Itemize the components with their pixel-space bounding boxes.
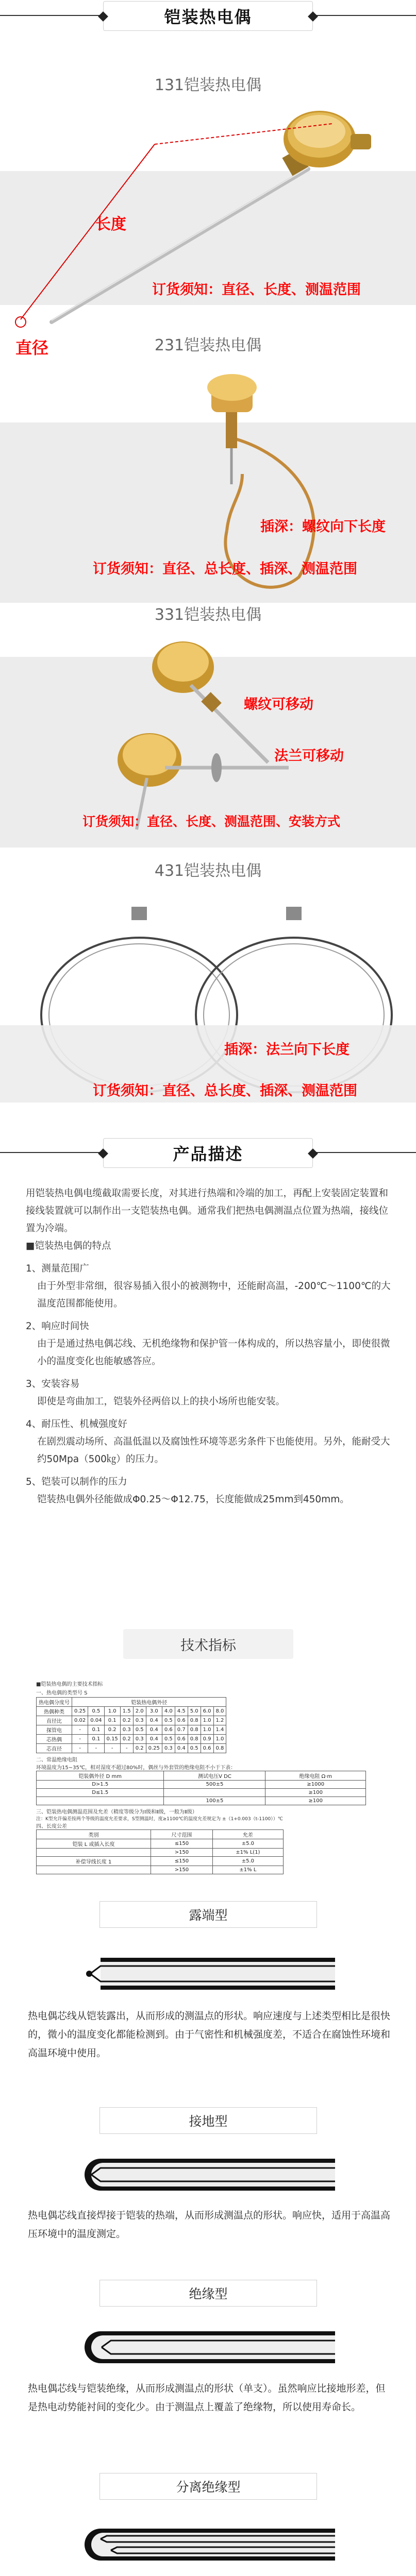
exposed-junction-diagram [80, 1953, 335, 1995]
table-cell: 1.2 [213, 1716, 226, 1725]
table-cell [37, 1849, 151, 1857]
table-cell: 0.4 [146, 1716, 162, 1725]
tech-spec-heading: 技术指标 [123, 1629, 293, 1659]
table-row [37, 1716, 226, 1725]
section-title-text: 铠装热电偶 [164, 7, 252, 27]
table-cell: 铠装 L 或插入长度 [37, 1839, 151, 1849]
table-row [37, 1789, 366, 1797]
label-diameter: 直径 [15, 338, 49, 358]
table-cell: 500±5 [164, 1781, 265, 1789]
table-cell: ≥1000 [265, 1781, 366, 1789]
table2-caption: 二、常温绝缘电阻 [36, 1757, 77, 1763]
type-desc-grounded: 热电偶芯线直接焊接于铠装的热端，从而形成测温点的形状。响应快，适用于高温高压环境中的温度测定。 [28, 2210, 391, 2240]
table-cell: 3.0 [146, 1707, 162, 1716]
label-thread-movable: 螺纹可移动 [244, 697, 313, 713]
type-heading-insulated: 绝缘型 [99, 2280, 317, 2307]
grounded-junction-diagram [80, 2154, 335, 2196]
table-row [37, 1830, 284, 1839]
table-cell: 0.8 [188, 1725, 201, 1735]
table-cell: 0.2 [133, 1744, 146, 1753]
section-title-armored-thermocouple [103, 1, 313, 31]
section-title-product-description [103, 1138, 313, 1168]
table-cell: 补偿导线长度 1 [37, 1857, 151, 1866]
table-cell: 6.0 [201, 1707, 213, 1716]
label-length: 长度 [95, 215, 126, 233]
insert-depth-note-431: 插深：法兰向下长度 [224, 1042, 350, 1058]
desc-paragraph: 由于外型非常细，很容易插入很小的被测物中，还能耐高温，-200℃～1100℃的大温度范围都能使用。 [37, 1281, 391, 1309]
table-cell: 8.0 [213, 1707, 226, 1716]
table-row [37, 1771, 366, 1781]
table-cell: 0.8 [188, 1716, 201, 1725]
type-desc-insulated: 热电偶芯线与铠装绝缘，从而形成测温点的形状（单支）。虽然响应比接地形差，但是热电动势能衬间的变化少。由于测温点上覆盖了绝缘物，所以使用寿命长。 [28, 2383, 386, 2413]
table-cell: 0.6 [162, 1725, 175, 1735]
table3-caption: 三、铠装热电偶测温范围及允差（精度等级分为Ⅰ级和Ⅱ级，一般为Ⅱ级） [36, 1809, 197, 1815]
table3 [36, 1829, 284, 1874]
table-cell: ≥100 [265, 1797, 366, 1805]
table-cell: 0.3 [133, 1716, 146, 1725]
table-cell: 0.3 [133, 1735, 146, 1744]
order-note-331: 订货须知：直径、长度、测温范围、安装方式 [82, 814, 341, 829]
table-row [37, 1744, 226, 1753]
table-cell: 1.5 [120, 1707, 133, 1716]
desc-paragraph: 即使是弯曲加工，铠装外径两倍以上的抉小场所也能安装。 [37, 1396, 286, 1407]
table-cell: 0.6 [175, 1716, 188, 1725]
table-cell: ±1% L(1) [212, 1849, 283, 1857]
type-heading-grounded: 接地型 [99, 2107, 317, 2134]
table-row [37, 1707, 226, 1716]
table-cell: 0.5 [188, 1744, 201, 1753]
table-cell: 1.0 [104, 1707, 120, 1716]
table-row [37, 1735, 226, 1744]
model-label-131: 131铠装热电偶 [154, 76, 262, 94]
table-cell: 0.6 [201, 1744, 213, 1753]
table-cell: 0.2 [120, 1716, 133, 1725]
table-cell: 绝缘电阻 Ω·m [265, 1771, 366, 1781]
table1-header: 热电偶分度号 [37, 1698, 72, 1707]
table-cell: 1.0 [213, 1735, 226, 1744]
model-label-431: 431铠装热电偶 [154, 862, 262, 880]
table-cell: 0.25 [72, 1707, 88, 1716]
insulated-junction-diagram [80, 2326, 335, 2368]
model-label-331: 331铠装热电偶 [154, 606, 262, 624]
desc-paragraph: 铠装热电偶外径能做成Φ0.25～Φ12.75，长度能做成25mm到450mm。 [37, 1494, 350, 1505]
desc-paragraph: 3、安装容易 [26, 1379, 80, 1389]
table-row [37, 1797, 366, 1805]
table-cell: - [72, 1744, 88, 1753]
table-row [37, 1866, 284, 1874]
table3-subcaption: 四、长度公差 [36, 1824, 67, 1829]
table-cell: 4.5 [175, 1707, 188, 1716]
table1-caption: ■铠装热电偶的主要技术指标 [36, 1682, 103, 1687]
table-cell: 0.1 [88, 1725, 104, 1735]
desc-paragraph: ■铠装热电偶的特点 [26, 1241, 111, 1251]
desc-paragraph: 1、测量范围广 [26, 1263, 89, 1274]
desc-paragraph: 4、耐压性、机械强度好 [26, 1419, 127, 1430]
table-cell [37, 1866, 151, 1874]
table-cell: 尺寸范围 [151, 1830, 213, 1839]
table-cell: >150 [151, 1849, 213, 1857]
table-cell: 4.0 [162, 1707, 175, 1716]
table-cell: - [120, 1744, 133, 1753]
table-cell: 0.9 [201, 1735, 213, 1744]
table-cell: ≥100 [265, 1789, 366, 1797]
table-cell: 0.6 [175, 1735, 188, 1744]
table-cell: 0.2 [120, 1735, 133, 1744]
table2-note: 环境温度为15~35℃，相对湿度不超过80%时，偶丝与外套管的绝缘电阻不小于下表： [36, 1765, 236, 1771]
table-cell: 5.0 [188, 1707, 201, 1716]
order-note-431: 订货须知：直径、总长度、插深、测温范围 [93, 1083, 357, 1099]
type-desc-exposed: 热电偶芯线从铠装露出，从而形成的测温点的形状。响应速度与上述类型相比是很快的，微小的温度变化都能检测到。由于气密性和机械强度差，不适合在腐蚀性环境和高温环境中使用。 [28, 2010, 391, 2059]
table-cell: 测试电压V DC [164, 1771, 265, 1781]
type-heading-exposed: 露端型 [99, 1901, 317, 1928]
table-cell: 0.4 [146, 1725, 162, 1735]
table-cell: 0.02 [72, 1716, 88, 1725]
type-heading-separated-insulated: 分离绝缘型 [99, 2473, 317, 2500]
table-cell: 探管电 [37, 1725, 72, 1735]
table-cell [164, 1789, 265, 1797]
desc-paragraph: 用铠装热电偶电缆截取需要长度，对其进行热端和冷端的加工，再配上安装固定装置和接线装置就可以制作出一支铠装热电偶。通常我们把热电偶测温点位置为热端，接线位置为冷端。 [26, 1188, 389, 1234]
table-cell: >150 [151, 1866, 213, 1874]
table-cell: 铠装偶外径 D mm [37, 1771, 164, 1781]
table-cell: 直径比 [37, 1716, 72, 1725]
table-cell: 0.5 [133, 1725, 146, 1735]
table-cell: 1.4 [213, 1725, 226, 1735]
insert-depth-note-231: 插深：螺纹向下长度 [260, 519, 386, 535]
table-cell: - [88, 1744, 104, 1753]
table-cell: 芯直径 [37, 1744, 72, 1753]
table-cell: ≤150 [151, 1839, 213, 1849]
desc-paragraph: 5、铠装可以制作的压力 [26, 1477, 127, 1487]
table-cell: - [72, 1735, 88, 1744]
table-row [37, 1849, 284, 1857]
desc-paragraph: 在剧烈震动场所、高温低温以及腐蚀性环境等恶劣条件下也能使用。另外，能耐受大约50Mpa（500㎏）的压力。 [37, 1436, 390, 1465]
table-cell: 0.3 [162, 1744, 175, 1753]
table-row [37, 1857, 284, 1866]
order-note-131: 订货须知：直径、长度、测温范围 [152, 282, 361, 298]
table-cell: - [72, 1725, 88, 1735]
table-cell: 0.25 [146, 1744, 162, 1753]
table2 [36, 1771, 366, 1805]
table-cell: 0.5 [88, 1707, 104, 1716]
table-cell: - [104, 1744, 120, 1753]
table-cell: 热偶种类 [37, 1707, 72, 1716]
table-row [37, 1725, 226, 1735]
table-cell [37, 1797, 164, 1805]
table1 [36, 1697, 226, 1753]
table3-note: 注：K型允许偏差按两个等级的温度允差要求，S型测温时，度≥1100℃的温度允差规定为 ±（1+0.003（t-1100））℃ [36, 1817, 283, 1822]
desc-paragraph: 由于是通过热电偶芯线、无机绝缘物和保护管一体构成的，所以热容量小，即使很微小的温度变化也能敏感答应。 [37, 1338, 390, 1367]
table-cell: D>1.5 [37, 1781, 164, 1789]
table-cell: 2.0 [133, 1707, 146, 1716]
table-cell: 0.5 [162, 1735, 175, 1744]
table-cell: 0.7 [175, 1725, 188, 1735]
order-note-231: 订货须知：直径、总长度、插深、测温范围 [93, 561, 357, 577]
table-cell: 0.4 [146, 1735, 162, 1744]
table-cell: ±5.0 [212, 1839, 283, 1849]
table-cell: 允差 [212, 1830, 283, 1839]
table1-subcaption: 一、热电偶的类型号 S [36, 1690, 88, 1696]
separated-insulated-diagram [80, 2523, 335, 2566]
table-cell: 0.8 [188, 1735, 201, 1744]
table-cell: 0.4 [175, 1744, 188, 1753]
table-cell: 1.0 [201, 1716, 213, 1725]
label-flange-movable: 法兰可移动 [274, 748, 344, 764]
table-cell: 芯热偶 [37, 1735, 72, 1744]
table-cell: 0.5 [162, 1716, 175, 1725]
model-label-231: 231铠装热电偶 [154, 336, 262, 354]
table-cell: 0.1 [104, 1716, 120, 1725]
table-cell: ≤150 [151, 1857, 213, 1866]
thermocouple-131-image [0, 103, 416, 361]
table-cell: D≤1.5 [37, 1789, 164, 1797]
table-row [37, 1781, 366, 1789]
table-cell: 0.8 [213, 1744, 226, 1753]
table-cell: 0.1 [88, 1735, 104, 1744]
table-row [37, 1839, 284, 1849]
table-cell: ±1% L [212, 1866, 283, 1874]
desc-paragraph: 2、响应时间快 [26, 1321, 89, 1332]
table-cell: 0.2 [104, 1725, 120, 1735]
tech-spec-table-image [36, 1680, 381, 1883]
table-cell: 0.04 [88, 1716, 104, 1725]
table-cell: 0.15 [104, 1735, 120, 1744]
table1-header: 铠装热电偶外径 [72, 1698, 226, 1707]
section-title-text: 产品描述 [173, 1144, 243, 1164]
table-cell: 1.0 [201, 1725, 213, 1735]
table-cell: ±5.0 [212, 1857, 283, 1866]
product-description [26, 1185, 394, 1509]
table-cell: 类别 [37, 1830, 151, 1839]
table-cell: 100±5 [164, 1797, 265, 1805]
table-cell: 0.3 [120, 1725, 133, 1735]
